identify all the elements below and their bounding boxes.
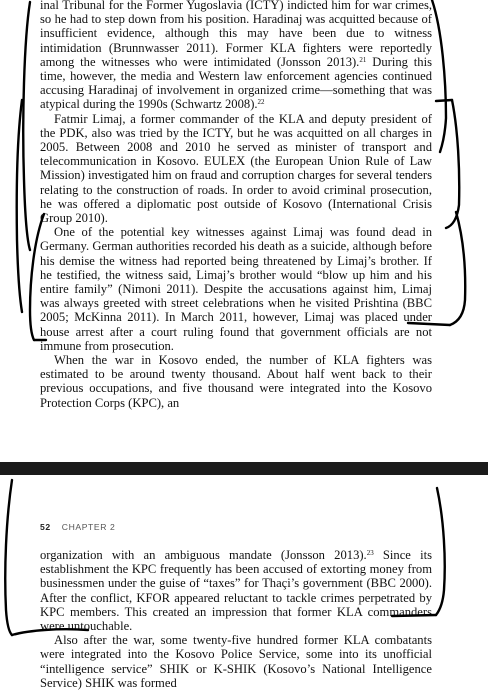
paragraph-text: inal Tribunal for the Former Yugoslavia (ICTY) indicted him for war crimes, so he had to step down from his position. Haradinaj was acquitted because of insufficient evidence, although this may have been due to witness intimidation (Brunnwasser 2011). Former KLA fighters were reportedly among the witnesses who were intimidated (Jonsson 2013). [40,0,432,69]
paragraph-police-service: Also after the war, some twenty-five hundred former KLA combatants were integrated into the Kosovo Police Service, some into its unofficial “intelligence service” SHIK or K-SHIK (Kosovo’s National Intelligence Service) SHIK was formed [40,633,432,690]
page-divider [0,462,488,475]
page-number: 52 [40,522,51,532]
footnote-marker: 22 [257,98,265,107]
footnote-marker: 23 [366,549,374,557]
book-page-bottom [0,475,488,690]
paragraph-kla-fighters: When the war in Kosovo ended, the number of KLA fighters was estimated to be around twenty thousand. About half went back to their previous occupations, and five thousand were integrated into the Kosovo Protection Corps (KPC), an [40,353,432,410]
page-top-text [40,0,432,410]
running-header [40,522,115,532]
paragraph-kpc [40,548,432,633]
paragraph-text: During this time, however, the media and Western law enforcement agencies continued accusing Haradinaj of involvement in organized crime—something that was atypical during the 1990s (Schwartz 2008). [40,54,433,112]
paragraph-text: Since its establishment the KPC frequently has been accused of extorting money from businessmen under the guise of “taxes” for Thaçi’s government (BBC 2000). After the conflict, KFOR appeared reluctant to tackle crimes perpetrated by KPC members. This created an impression that former KLA commanders were untouchable. [40,548,432,634]
paragraph-witness: One of the potential key witnesses against Limaj was found dead in Germany. German authorities recorded his death as a suicide, although before his demise the witness had reported being threatened by Limaj’s brother. If he testified, the witness said, Limaj’s brother would “blow up him and his entire family” (Nimoni 2011). Despite the accusations against him, Limaj was always greeted with street celebrations when he visited Prishtina (BBC 2005; McKinna 2011). In March 2011, however, Limaj was placed under house arrest after a court ruling found that government officials are not immune from prosecution. [40,225,432,353]
paragraph-text: organization with an ambiguous mandate (Jonsson 2013). [40,548,367,562]
chapter-label: CHAPTER 2 [61,522,116,532]
paragraph-haradinaj [40,0,432,112]
paragraph-limaj: Fatmir Limaj, a former commander of the KLA and deputy president of the PDK, also was tried by the ICTY, but he was acquitted on all charges in 2005. Between 2008 and 2010 he served as minister of transport and telecommunication in Kosovo. EULEX (the European Union Rule of Law Mission) investigated him on fraud and corruption charges for several tenders relating to the construction of roads. In order to avoid criminal prosecution, he was offered a diplomatic post outside of Kosovo (International Crisis Group 2010). [40,111,432,226]
footnote-marker: 21 [359,55,367,64]
page-bottom-text [40,548,432,690]
